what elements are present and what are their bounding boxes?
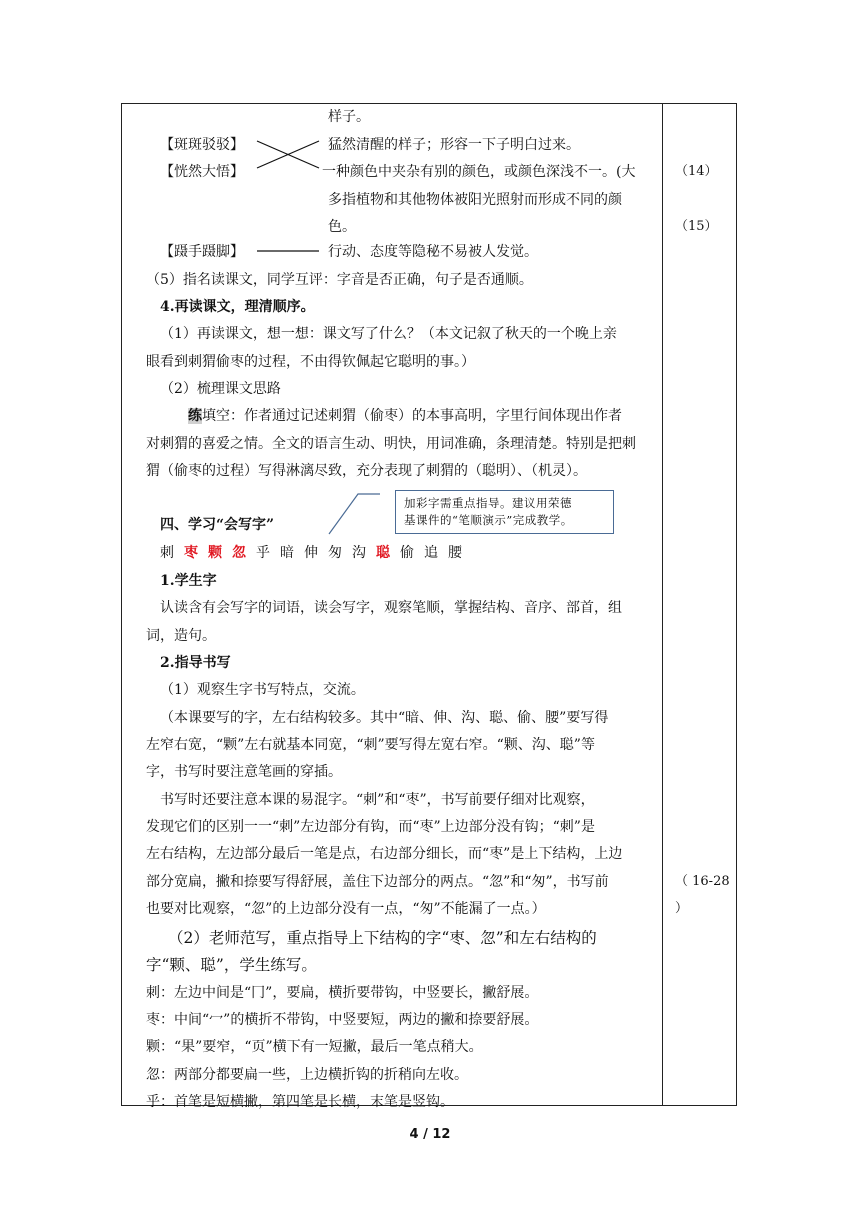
definition-2: 一种颜色中夹杂有别的颜色，或颜色深浅不一。(大: [322, 164, 636, 180]
text-line: 刺：左边中间是“冂”，要扁，横折要带钩，中竖要长，撇舒展。: [146, 985, 539, 1001]
callout-line: 加彩字需重点指导。建议用荣德: [404, 496, 572, 510]
text-line: 左窄右宽，“颗”左右就基本同宽，“刺”要写得左宽右窄。“颗、沟、聪”等: [146, 737, 595, 753]
text-line: （1）再读课文，想一想：课文写了什么？（本文记叙了秋天的一个晚上亲: [160, 326, 617, 342]
writing-char: 追: [424, 545, 438, 561]
definition-1: 猛然清醒的样子；形容一下子明白过来。: [328, 137, 580, 153]
highlight-mark: 练: [188, 408, 202, 424]
writing-char: 聪: [376, 545, 390, 561]
text-line: [188, 407, 622, 425]
writing-char: 暗: [280, 545, 294, 561]
text-line: 发现它们的区别一一“刺”左边部分有钩，而“枣”上边部分没有钩；“刺”是: [146, 819, 595, 835]
side-note-15: （15）: [675, 219, 718, 234]
lesson-table: [121, 103, 737, 1110]
text-line: （5）指名读课文，同学互评：字音是否正确，句子是否通顺。: [146, 272, 533, 288]
writing-char: 伸: [304, 545, 318, 561]
side-note-14: （14）: [675, 164, 718, 179]
text-line: 颗：“果”要窄，“页”横下有一短撇，最后一笔点稍大。: [146, 1039, 483, 1055]
side-note-16-28-end: ）: [675, 901, 689, 916]
term-1: 【斑斑驳驳】: [160, 137, 244, 153]
text-line: （2）梳理课文思路: [160, 381, 281, 397]
text-line: 枣：中间“冖”的横折不带钩，中竖要短，两边的撇和捺要舒展。: [146, 1012, 539, 1028]
text-line: 字“颗、聪”，学生练写。: [146, 956, 317, 974]
side-note-16-28: （ 16-28: [675, 874, 730, 889]
term-3: 【蹑手蹑脚】: [160, 244, 244, 260]
text-line: （2）老师范写，重点指导上下结构的字“枣、忽”和左右结构的: [168, 929, 597, 947]
writing-char: 匆: [328, 545, 342, 561]
writing-char: 刺: [160, 545, 174, 561]
text-line: 眼看到刺猬偷枣的过程，不由得钦佩起它聪明的事。）: [146, 354, 475, 370]
char-list: [160, 544, 472, 562]
definition-2-cont: 色。: [328, 219, 356, 235]
text-line: 忽：两部分都要扁一些，上边横折钩的折稍向左收。: [146, 1067, 468, 1083]
term-2: 【恍然大悟】: [160, 164, 244, 180]
page-number: 4 / 12: [409, 1127, 451, 1142]
text-line: 对刺猬的喜爱之情。全文的语言生动、明快，用词准确，条理清楚。特别是把刺: [146, 436, 636, 452]
text-line: 猬（偷枣的过程）写得淋漓尽致，充分表现了刺猬的（聪明）、（机灵）。: [146, 463, 587, 479]
teaching-tip-callout: [395, 490, 614, 534]
heading-reread: 4.再读课文，理清顺序。: [160, 299, 315, 315]
text-line: 部分宽扁，撇和捺要写得舒展，盖住下边部分的两点。“忽”和“匆”，书写前: [146, 874, 609, 890]
text-line: 词，造句。: [146, 628, 216, 644]
writing-char: 偷: [400, 545, 414, 561]
writing-char: 腰: [448, 545, 462, 561]
heading-section-4: 四、学习“会写字”: [160, 517, 275, 533]
text-line: 字，书写时要注意笔画的穿插。: [146, 764, 342, 780]
text-line: 书写时还要注意本课的易混字。“刺”和“枣”，书写前要仔细对比观察，: [160, 792, 595, 808]
text-line: 乎：首笔是短横撇，第四笔是长横，末笔是竖钩。: [146, 1094, 454, 1110]
text-line: 左右结构，左边部分最后一笔是点，右边部分细长，而“枣”是上下结构，上边: [146, 846, 623, 862]
writing-char: 沟: [352, 545, 366, 561]
heading-guide-writing: 2.指导书写: [160, 655, 231, 671]
heading-learn-chars: 1.学生字: [160, 573, 217, 589]
writing-char: 乎: [256, 545, 270, 561]
text-line: 认读含有会写字的词语，读会写字，观察笔顺，掌握结构、音序、部首，组: [160, 600, 622, 616]
text-line: （1）观察生字书写特点，交流。: [160, 682, 365, 698]
callout-line: 基课件的“笔顺演示”完成教学。: [404, 513, 573, 527]
text-line: 样子。: [328, 109, 370, 125]
definition-2-cont: 多指植物和其他物体被阳光照射而形成不同的颜: [328, 192, 622, 208]
callout-pointer: [329, 494, 380, 534]
writing-char: 枣: [184, 545, 198, 561]
text-span: 填空：作者通过记述刺猬（偷枣）的本事高明，字里行间体现出作者: [202, 408, 622, 424]
text-line: （本课要写的字，左右结构较多。其中“暗、伸、沟、聪、偷、腰”要写得: [160, 710, 609, 726]
writing-char: 忽: [232, 545, 246, 561]
writing-char: 颗: [208, 545, 222, 561]
definition-3: 行动、态度等隐秘不易被人发觉。: [328, 244, 538, 260]
text-line: 也要对比观察，“忽”的上边部分没有一点，“匆”不能漏了一点。）: [146, 901, 546, 917]
